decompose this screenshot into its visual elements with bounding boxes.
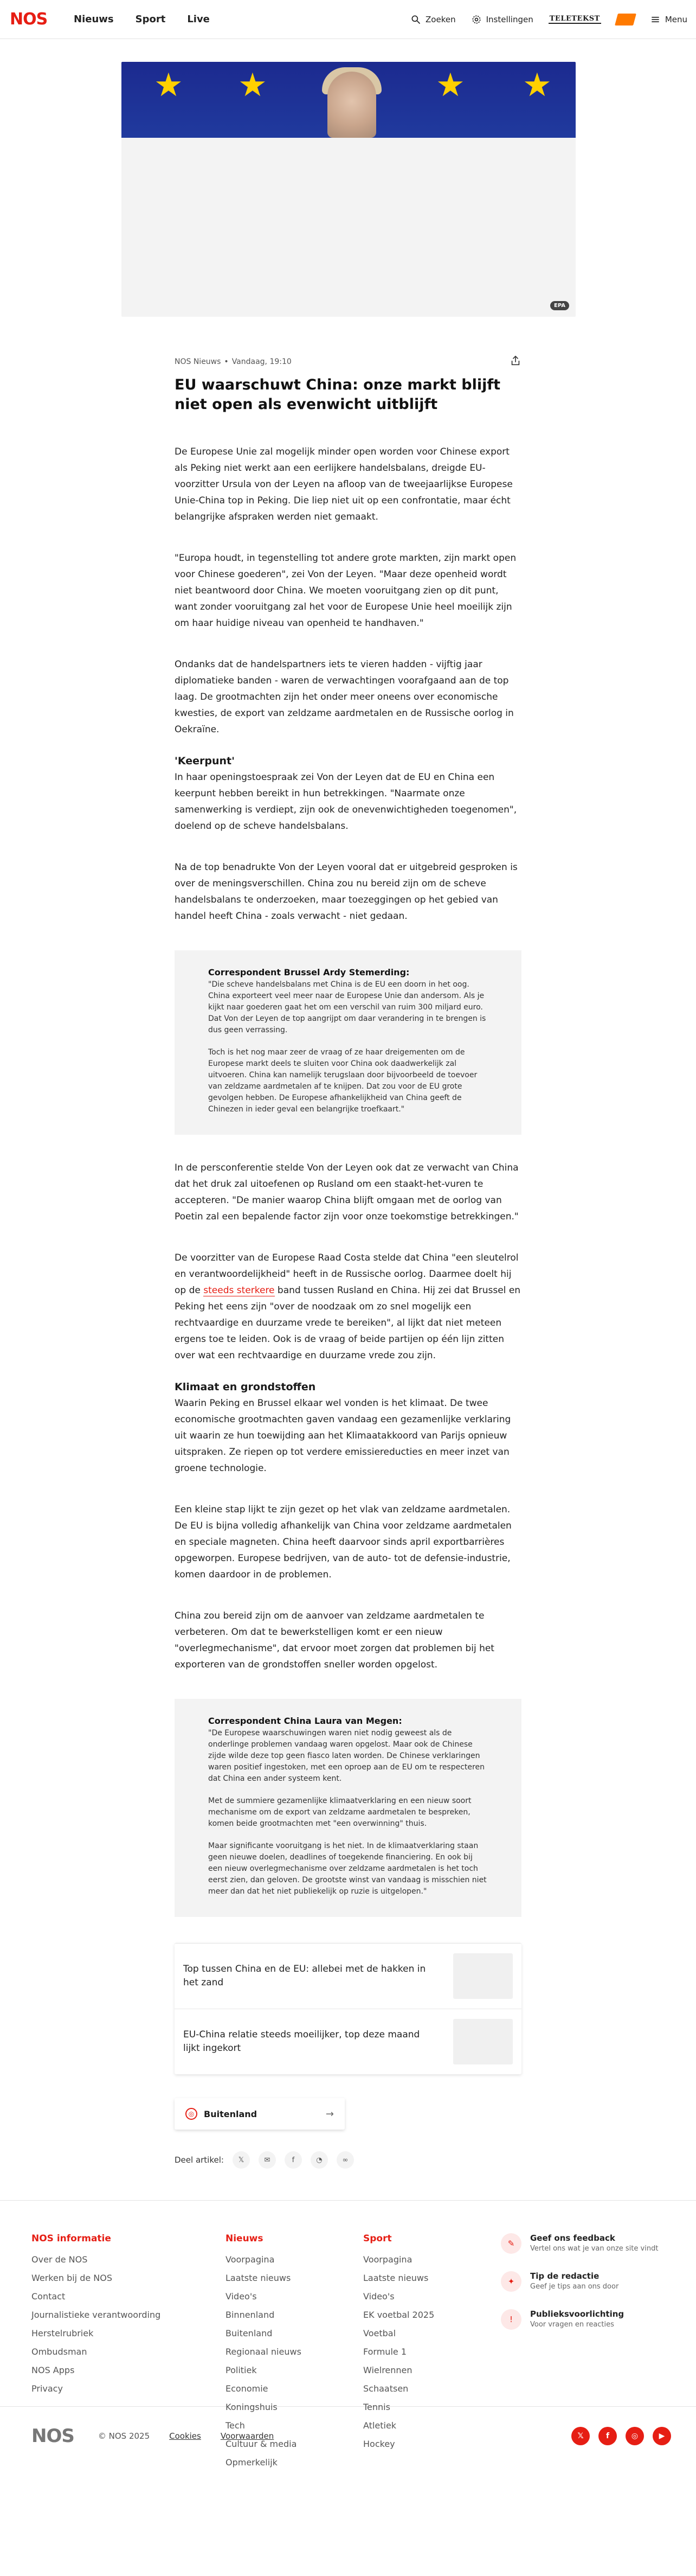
footer-column-title: NOS informatie [31, 2233, 111, 2244]
footer-column-nos [31, 2233, 160, 2398]
footer-link[interactable]: Privacy [31, 2383, 63, 2394]
hero-photo [121, 62, 576, 138]
search-label: Zoeken [426, 14, 456, 24]
footer-link[interactable]: Schaatsen [363, 2383, 409, 2394]
feedback-subtitle: Voor vragen en reacties [530, 2321, 614, 2329]
correspondent-box [175, 950, 521, 1135]
correspondent-box [175, 1699, 521, 1917]
footer-link[interactable]: Hockey [363, 2439, 395, 2449]
facebook-icon[interactable]: f [598, 2427, 617, 2445]
share-label: Deel artikel: [175, 2155, 224, 2165]
gear-icon [471, 14, 482, 25]
share-row [175, 2151, 521, 2169]
feedback-title: Geef ons feedback [530, 2233, 615, 2243]
correspondent-title: Correspondent China Laura van Megen: [208, 1716, 402, 1726]
footer-bottom-bar [0, 2406, 696, 2465]
nav-item-nieuws[interactable]: Nieuws [74, 14, 114, 25]
footer-link[interactable]: Ombudsman [31, 2347, 87, 2357]
settings-label: Instellingen [486, 14, 533, 24]
footer-link[interactable]: Wielrennen [363, 2365, 413, 2375]
footer-link[interactable]: Herstelrubriek [31, 2328, 94, 2338]
footer-column-sport [363, 2233, 434, 2453]
footer-link[interactable]: EK voetbal 2025 [363, 2310, 435, 2320]
article-byline: NOS Nieuws • Vandaag, 19:10 [175, 357, 292, 366]
footer-link[interactable]: Laatste nieuws [363, 2273, 429, 2283]
correspondent-paragraph: "De Europese waarschuwingen waren niet nodig geweest als de onderlinge problemen vandaag waren opgelost. Maar ook de Chinese zijde wilde deze top geen fiasco laten worden. De Chinese verklaringen waren positief ingestoken, met een oproep aan de EU om te respecteren dat China een ander systeem kent. [208, 1729, 485, 1783]
youtube-icon[interactable]: ▶ [653, 2427, 671, 2445]
instagram-icon[interactable]: ◎ [626, 2427, 644, 2445]
share-whatsapp-icon[interactable]: ◔ [311, 2151, 328, 2169]
feedback-item[interactable] [501, 2309, 669, 2330]
info-icon: ! [501, 2309, 521, 2330]
correspondent-paragraph: Toch is het nog maar zeer de vraag of ze haar dreigementen om de Europese markt deels te sluiten voor China ook daadwerkelijk zal uitvoeren. China kan namelijk terugslaan door bijvoorbeeld de toevoer van zeldzame aardmetalen af te knijpen. Dat zou voor de EU grote gevolgen hebben. De Europese afhankelijkheid van China geeft de Chinezen in ieder geval een belangrijke troefkaart." [208, 1048, 478, 1114]
chat-icon: ✎ [501, 2233, 521, 2254]
inline-link[interactable]: steeds sterkere [203, 1285, 275, 1296]
footer-link[interactable]: Voorpagina [225, 2254, 275, 2265]
hero-person [327, 72, 376, 138]
category-tag-label: Buitenland [204, 2108, 257, 2119]
article-meta [175, 355, 521, 369]
header-actions [410, 14, 687, 25]
related-article[interactable] [175, 1944, 521, 2009]
hamburger-icon [650, 14, 661, 25]
footer-link[interactable]: Tech [225, 2420, 245, 2431]
article-paragraph: Een kleine stap lijkt te zijn gezet op het vlak van zeldzame aardmetalen. De EU is bijna volledig afhankelijk van China voor zeldzame aardmetalen en speciale magneten. China heeft daarvoor sinds april exportbarrières opgeworpen. Europese bedrijven, van de auto- tot de defensie-industrie, komen daardoor in de problemen. [175, 1504, 512, 1580]
article [175, 355, 521, 2169]
footer-link[interactable]: Voorpagina [363, 2254, 413, 2265]
footer-link[interactable]: NOS Apps [31, 2365, 75, 2375]
footer-link[interactable]: Economie [225, 2383, 268, 2394]
feedback-links [501, 2233, 669, 2347]
x-icon[interactable]: 𝕏 [571, 2427, 590, 2445]
footer-link[interactable]: Opmerkelijk [225, 2457, 278, 2468]
nos-logo[interactable] [10, 9, 55, 30]
eu-star-icon: ★ [523, 66, 552, 104]
related-articles [175, 1943, 521, 2074]
share-button[interactable] [510, 355, 521, 369]
share-icon [510, 355, 521, 367]
category-tag[interactable] [175, 2098, 345, 2130]
article-title: EU waarschuwt China: onze markt blijft niet open als evenwicht uitblijft [175, 376, 501, 413]
related-article[interactable] [175, 2009, 521, 2074]
paragraph-text: De voorzitter van de Europese Raad Costa stelde dat China "een sleutelrol en verantwoordelijkheid" heeft in de Russische oorlog. Daarmee doelt hij op de [175, 1252, 519, 1296]
search-icon [410, 14, 421, 25]
related-article-title: EU-China relatie steeds moeilijker, top deze maand lijkt ingekort [183, 2029, 420, 2054]
correspondent-title: Correspondent Brussel Ardy Stemerding: [208, 967, 410, 977]
related-article-thumbnail [453, 2019, 513, 2064]
footer-link[interactable]: Werken bij de NOS [31, 2273, 113, 2283]
feedback-title: Publieksvoorlichting [530, 2309, 624, 2319]
social-links [571, 2427, 671, 2445]
article-time: Vandaag, 19:10 [231, 357, 292, 366]
settings-button[interactable] [471, 14, 533, 25]
share-facebook-icon[interactable]: f [285, 2151, 302, 2169]
article-paragraph: Na de top benadrukte Von der Leyen vooral dat er uitgebreid gesproken is over de meningsverschillen. China zou nu bereid zijn om de scheve handelsbalans te onderzoeken, maar toezeggingen op het gebied van handel heeft China - zoals verwacht - niet gedaan. [175, 862, 518, 922]
arrow-right-icon: → [325, 2108, 334, 2120]
cookies-link[interactable]: Cookies [169, 2431, 201, 2441]
feedback-subtitle: Geef je tips aan ons door [530, 2283, 619, 2291]
menu-button[interactable] [650, 14, 687, 25]
footer-link[interactable]: Regionaal nieuws [225, 2347, 301, 2357]
article-paragraph: In de persconferentie stelde Von der Leyen ook dat ze verwacht van China dat het druk zal uitoefenen op Rusland om een staakt-het-vuren te accepteren. "De manier waarop China blijft omgaan met de oorlog van Poetin zal een bepalende factor zijn voor onze toekomstige betrekkingen." [175, 1162, 519, 1222]
footer-link[interactable]: Tennis [363, 2402, 390, 2412]
nav-item-sport[interactable]: Sport [135, 14, 166, 25]
correspondent-paragraph: Met de summiere gezamenlijke klimaatverklaring en een nieuw soort mechanisme om de export van zeldzame aardmetalen te bespreken, komen beide grootmachten met "een overwinning" thuis. [208, 1797, 472, 1828]
article-source: NOS Nieuws [175, 357, 221, 366]
eu-star-icon: ★ [436, 66, 465, 104]
terms-link[interactable]: Voorwaarden [220, 2431, 274, 2441]
lightbulb-icon: ✦ [501, 2271, 521, 2292]
search-button[interactable] [410, 14, 456, 25]
footer-link[interactable]: Formule 1 [363, 2347, 407, 2357]
footer-column-nieuws [225, 2233, 301, 2472]
nav-item-live[interactable]: Live [187, 14, 210, 25]
article-paragraph: Waarin Peking en Brussel elkaar wel vonden is het klimaat. De twee economische grootmachten gaven vandaag een gezamenlijke verklaring uit waarin ze hun toewijding aan het Klimaatakkoord van Parijs opnieuw uitspraken. Ze riepen op tot verdere emissiereducties en meer inzet van groene technologie. [175, 1398, 511, 1474]
footer-link[interactable]: Buitenland [225, 2328, 273, 2338]
footer-link[interactable]: Laatste nieuws [225, 2273, 291, 2283]
main-nav [74, 14, 210, 25]
article-paragraph: De Europese Unie zal mogelijk minder open worden voor Chinese export als Peking niet werkt aan een eerlijkere handelsbalans, dreigde EU-voorzitter Ursula von der Leyen na afloop van de tweejaarlijkse Europese Unie-China top in Peking. Die liep niet uit op een confrontatie, maar écht belangrijke afspraken werden niet gemaakt. [175, 446, 513, 522]
footer-link[interactable]: Over de NOS [31, 2254, 88, 2265]
footer-column-title: Sport [363, 2233, 392, 2244]
share-x-icon[interactable]: 𝕏 [233, 2151, 250, 2169]
eu-star-icon: ★ [154, 66, 183, 104]
footer-link[interactable]: Binnenland [225, 2310, 275, 2320]
correspondent-paragraph: "Die scheve handelsbalans met China is de EU een doorn in het oog. China exporteert veel meer naar de Europese Unie dan andersom. Als je kijkt naar goederen gaat het om een verschil van ruim 300 miljard euro. Dat Von der Leyen de top aangrijpt om daar verandering in te brengen is dus geen verrassing. [208, 980, 486, 1034]
photo-credit: EPA [550, 301, 569, 310]
footer-link[interactable]: Journalistieke verantwoording [31, 2310, 161, 2320]
teletekst-logo[interactable]: TELETEKST [549, 15, 600, 23]
footer-logo[interactable]: NOS [31, 2425, 74, 2447]
section-heading: 'Keerpunt' [175, 755, 235, 767]
copyright: © NOS 2025 [98, 2431, 150, 2441]
footer-link[interactable]: Cultuur & media [225, 2439, 297, 2449]
logo-text: NOS [10, 10, 48, 29]
footer-link[interactable]: Contact [31, 2291, 66, 2302]
footer-column-title: Nieuws [225, 2233, 263, 2244]
footer-link[interactable]: Politiek [225, 2365, 257, 2375]
related-article-title: Top tussen China en de EU: allebei met de hakken in het zand [183, 1964, 426, 1988]
eu-star-icon: ★ [238, 66, 267, 104]
footer-link[interactable]: Koningshuis [225, 2402, 278, 2412]
share-link-icon[interactable]: ∞ [337, 2151, 354, 2169]
top-navigation [0, 0, 696, 39]
footer-link[interactable]: Voetbal [363, 2328, 396, 2338]
related-article-thumbnail [453, 1953, 513, 1999]
partner-logo-icon[interactable] [615, 14, 636, 25]
section-heading: Klimaat en grondstoffen [175, 1381, 316, 1393]
feedback-title: Tip de redactie [530, 2271, 600, 2281]
feedback-item[interactable] [501, 2233, 669, 2254]
menu-label: Menu [665, 14, 687, 24]
globe-icon: ◎ [185, 2108, 197, 2120]
feedback-item[interactable] [501, 2271, 669, 2292]
share-email-icon[interactable]: ✉ [259, 2151, 276, 2169]
footer-link[interactable]: Video's [363, 2291, 395, 2302]
hero-image [121, 62, 576, 317]
footer-link[interactable]: Atletiek [363, 2420, 397, 2431]
paragraph-text: band tussen Rusland en China. Hij zei dat Brussel en Peking het eens zijn "over de noodzaak om zo snel mogelijk een rechtvaardige en duurzame vrede te bereiken", al lijkt dat niet meteen ergens toe te leiden. Ook is de vraag of beide partijen op één lijn zitten over wat een rechtvaardige en duurzame vrede zou zijn. [175, 1285, 521, 1361]
article-paragraph: Ondanks dat de handelspartners iets te vieren hadden - vijftig jaar diplomatieke banden - waren de verwachtingen voorafgaand aan de top laag. De grootmachten zijn het onder meer oneens over economische kwesties, de export van zeldzame aardmetalen en de Russische oorlog in Oekraïne. [175, 659, 514, 735]
article-paragraph [175, 1250, 521, 1364]
article-paragraph: "Europa houdt, in tegenstelling tot andere grote markten, zijn markt open voor Chinese goederen", zei Von der Leyen. "Maar deze openheid wordt niet beantwoord door China. We moeten vooruitgang zien op dit punt, want zonder vooruitgang zal het voor de Europese Unie heel moeilijk zijn om haar huidige niveau van openheid te handhaven." [175, 553, 517, 629]
feedback-subtitle: Vertel ons wat je van onze site vindt [530, 2245, 659, 2253]
footer-link[interactable]: Video's [225, 2291, 257, 2302]
article-paragraph: China zou bereid zijn om de aanvoer van zeldzame aardmetalen te verbeteren. Om dat te bewerkstelligen komt er een nieuw "overlegmechanisme", dat ervoor moet zorgen dat problemen bij het exporteren van de grondstoffen sneller worden opgelost. [175, 1610, 494, 1670]
correspondent-paragraph: Maar significante vooruitgang is het niet. In de klimaatverklaring staan geen nieuwe doelen, deadlines of toegekende financiering. En ook bij een nieuw overlegmechanisme over zeldzame aardmetalen is het toch eerst zien, dan geloven. De grootste winst van vandaag is misschien niet meer dan dat het niet publiekelijk op ruzie is uitgelopen." [208, 1842, 487, 1896]
article-paragraph: In haar openingstoespraak zei Von der Leyen dat de EU en China een keerpunt hebben bereikt in hun betrekkingen. "Naarmate onze samenwerking is verdiept, zijn ook de onevenwichtigheden toegenomen", doelend op de scheve handelsbalans. [175, 772, 517, 832]
